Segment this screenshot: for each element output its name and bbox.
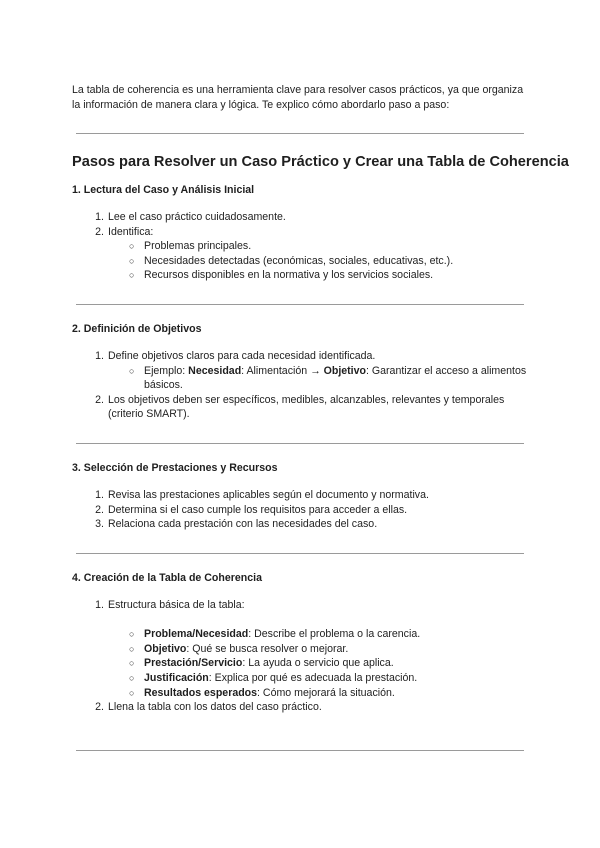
list-item: 1. Define objetivos claros para cada necesidad identificada. — [95, 350, 376, 362]
bullet-icon: ○ — [129, 270, 135, 281]
section-heading-3: 3. Selección de Prestaciones y Recursos — [72, 462, 278, 474]
sub-list-item: ○ Resultados esperados: Cómo mejorará la situación. — [129, 686, 395, 699]
section-heading-2: 2. Definición de Objetivos — [72, 323, 202, 335]
list-item: 1. Lee el caso práctico cuidadosamente. — [95, 211, 286, 223]
section-heading-4: 4. Creación de la Tabla de Coherencia — [72, 572, 262, 584]
sub-list-item: ○ Ejemplo: Necesidad: Alimentación → Objetivo: Garantizar el acceso a alimentos básicos. — [129, 364, 527, 392]
sub-list-item: ○ Necesidades detectadas (económicas, sociales, educativas, etc.). — [129, 254, 454, 267]
list-item: 1. Revisa las prestaciones aplicables según el documento y normativa. — [95, 489, 429, 501]
bullet-icon: ○ — [129, 672, 135, 683]
bullet-icon: ○ — [129, 241, 135, 252]
section-2-list — [72, 349, 532, 422]
section-4-list — [72, 598, 532, 715]
sub-list-item: ○ Objetivo: Qué se busca resolver o mejorar. — [129, 642, 349, 655]
divider — [76, 443, 524, 444]
page-title: Pasos para Resolver un Caso Práctico y Crear una Tabla de Coherencia — [72, 154, 569, 170]
divider — [76, 750, 524, 751]
list-item: 2. Identifica: — [95, 225, 154, 238]
bullet-icon: ○ — [129, 658, 135, 669]
list-item: 2. Llena la tabla con los datos del caso práctico. — [95, 701, 322, 714]
list-item: 2. Los objetivos deben ser específicos, medibles, alcanzables, relevantes y temporales (criterio SMART). — [95, 393, 505, 421]
list-item: 3. Relaciona cada prestación con las necesidades del caso. — [95, 518, 378, 531]
sub-list-item: ○ Problemas principales. — [129, 240, 252, 253]
bullet-icon: ○ — [129, 365, 135, 376]
list-item: 2. Determina si el caso cumple los requisitos para acceder a ellas. — [95, 503, 408, 516]
bullet-icon: ○ — [129, 687, 135, 698]
divider — [76, 133, 524, 134]
bullet-icon: ○ — [129, 255, 135, 266]
divider — [76, 553, 524, 554]
list-item: 1. Estructura básica de la tabla: — [95, 599, 245, 611]
sub-list-item: ○ Prestación/Servicio: La ayuda o servicio que aplica. — [129, 657, 394, 670]
bullet-icon: ○ — [129, 643, 135, 654]
sub-list-item: ○ Justificación: Explica por qué es adecuada la prestación. — [129, 671, 418, 684]
sub-list-item: ○ Recursos disponibles en la normativa y los servicios sociales. — [129, 269, 434, 282]
section-3-list — [72, 488, 532, 532]
section-heading-1: 1. Lectura del Caso y Análisis Inicial — [72, 184, 255, 196]
section-1-list — [72, 210, 532, 283]
sub-list-item: ○ Problema/Necesidad: Describe el problema o la carencia. — [129, 628, 421, 641]
bullet-icon: ○ — [129, 629, 135, 640]
intro-paragraph: La tabla de coherencia es una herramienta clave para resolver casos prácticos, ya que organiza la información de manera clara y lógica. Te explico cómo abordarlo paso a paso: — [72, 84, 524, 111]
divider — [76, 304, 524, 305]
